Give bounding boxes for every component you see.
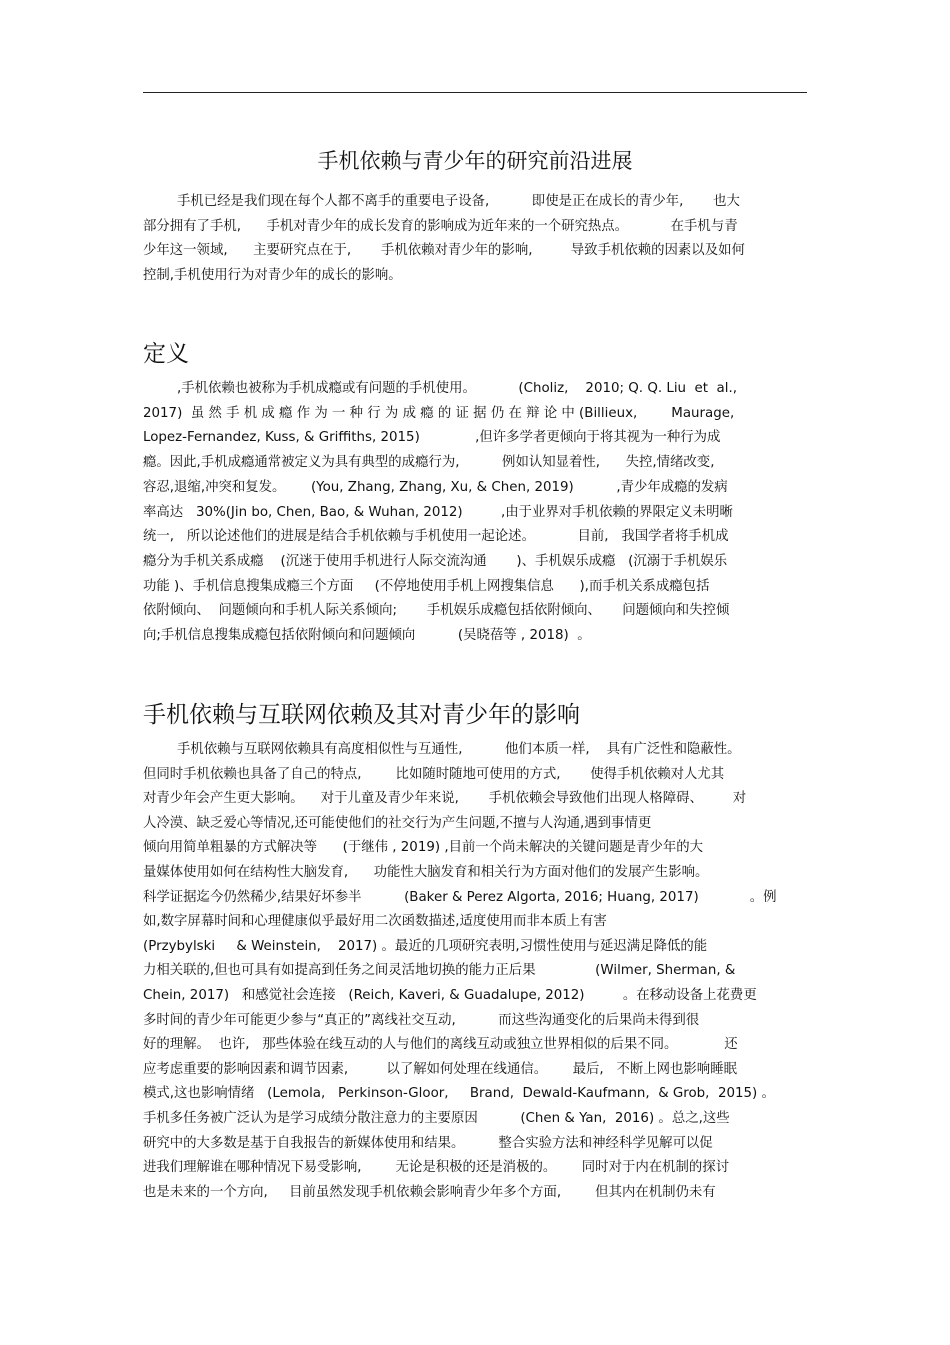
text-line: (Przybylski & Weinstein, 2017) 。最近的几项研究表明,习惯性使用与延迟满足降低的能 (143, 938, 708, 954)
text-line: 手机已经是我们现在每个人都不离手的重要电子设备, 即使是正在成长的青少年, 也大 (177, 194, 740, 209)
text-line: 科学证据迄今仍然稀少,结果好坏参半 (Baker & Perez Algorta, 2016; Huang, 2017) 。例 (143, 889, 777, 905)
text-line: 对青少年会产生更大影响。 对于儿童及青少年来说, 手机依赖会导致他们出现人格障碍、 对 (143, 791, 747, 807)
text-line: 进我们理解谁在哪种情况下易受影响, 无论是积极的还是消极的。 同时对于内在机制的探讨 (143, 1160, 730, 1176)
header-rule (143, 92, 807, 93)
text-line: 模式,这也影响情绪 (Lemola, Perkinson-Gloor, Brand, Dewald-Kaufmann, & Grob, 2015) 。 (143, 1086, 775, 1102)
section-heading-definition: 定义 (143, 341, 189, 367)
text-line: ,手机依赖也被称为手机成瘾或有问题的手机使用。 (Choliz, 2010; Q. Q. Liu et al., (177, 381, 737, 396)
document-title: 手机依赖与青少年的研究前沿进展 (317, 149, 633, 173)
text-line: 容忍,退缩,冲突和复发。 (You, Zhang, Zhang, Xu, & Chen, 2019) ,青少年成瘾的发病 (143, 479, 728, 495)
text-line: 控制,手机使用行为对青少年的成长的影响。 (143, 268, 402, 284)
text-line: 瘾分为手机关系成瘾 (沉迷于使用手机进行人际交流沟通 )、手机娱乐成瘾 (沉溺于手机娱乐 (143, 553, 728, 569)
text-line: 手机依赖与互联网依赖具有高度相似性与互通性, 他们本质一样, 具有广泛性和隐蔽性。 (177, 742, 741, 757)
text-line: 瘾。因此,手机成瘾通常被定义为具有典型的成瘾行为, 例如认知显着性, 失控,情绪改变, (143, 455, 715, 471)
text-line: 如,数字屏幕时间和心理健康似乎最好用二次函数描述,适度使用而非本质上有害 (143, 914, 607, 930)
text-line: 多时间的青少年可能更少参与“真正的”离线社交互动, 而这些沟通变化的后果尚未得到很 (143, 1012, 700, 1028)
text-line: 应考虑重要的影响因素和调节因素, 以了解如何处理在线通信。 最后, 不断上网也影响睡眠 (143, 1061, 737, 1077)
text-line: Chein, 2017) 和感觉社会连接 (Reich, Kaveri, & Guadalupe, 2012) 。在移动设备上花费更 (143, 988, 757, 1003)
text-line: 2017) 虽 然 手 机 成 瘾 作 为 一 种 行 为 成 瘾 的 证 据 仍 在 辩 论 中 (Billieux, Maurage, (143, 405, 735, 421)
text-line: 研究中的大多数是基于自我报告的新媒体使用和结果。 整合实验方法和神经科学见解可以促 (143, 1135, 713, 1151)
text-line: 好的理解。 也许, 那些体验在线互动的人与他们的离线互动或独立世界相似的后果不同。 还 (143, 1037, 738, 1053)
text-line: 率高达 30%(Jin bo, Chen, Bao, & Wuhan, 2012) ,由于业界对手机依赖的界限定义未明晰 (143, 504, 733, 520)
text-line: 统一, 所以论述他们的进展是结合手机依赖与手机使用一起论述。 目前, 我国学者将手机成 (143, 529, 729, 545)
text-line: 依附倾向、 问题倾向和手机人际关系倾向; 手机娱乐成瘾包括依附倾向、 问题倾向和失控倾 (143, 603, 730, 619)
text-line: 手机多任务被广泛认为是学习成绩分散注意力的主要原因 (Chen & Yan, 2016) 。总之,这些 (143, 1111, 730, 1126)
text-line: 但同时手机依赖也具备了自己的特点, 比如随时随地可使用的方式, 使得手机依赖对人尤其 (143, 766, 725, 782)
text-line: 人冷漠、缺乏爱心等情况,还可能使他们的社交行为产生问题,不擅与人沟通,遇到事情更 (143, 815, 652, 831)
text-line: 量媒体使用如何在结构性大脑发育, 功能性大脑发育和相关行为方面对他们的发展产生影响。 (143, 865, 709, 880)
text-line: 少年这一领域, 主要研究点在于, 手机依赖对青少年的影响, 导致手机依赖的因素以及如何 (143, 243, 745, 259)
section-heading-impact: 手机依赖与互联网依赖及其对青少年的影响 (143, 702, 580, 728)
text-line: 倾向用简单粗暴的方式解决等 (于继伟 , 2019) ,目前一个尚未解决的关键问题是青少年的大 (143, 840, 704, 856)
text-line: 部分拥有了手机, 手机对青少年的成长发育的影响成为近年来的一个研究热点。 在手机与青 (143, 218, 738, 234)
text-line: 功能 )、手机信息搜集成瘾三个方面 (不停地使用手机上网搜集信息 ),而手机关系成瘾包括 (143, 578, 710, 594)
text-line: 向;手机信息搜集成瘾包括依附倾向和问题倾向 (吴晓蓓等 , 2018) 。 (143, 628, 591, 643)
text-line: Lopez-Fernandez, Kuss, & Griffiths, 2015) ,但许多学者更倾向于将其视为一种行为成 (143, 430, 721, 446)
text-line: 也是未来的一个方向, 目前虽然发现手机依赖会影响青少年多个方面, 但其内在机制仍未有 (143, 1184, 716, 1200)
text-line: 力相关联的,但也可具有如提高到任务之间灵活地切换的能力正后果 (Wilmer, Sherman, & (143, 963, 736, 979)
